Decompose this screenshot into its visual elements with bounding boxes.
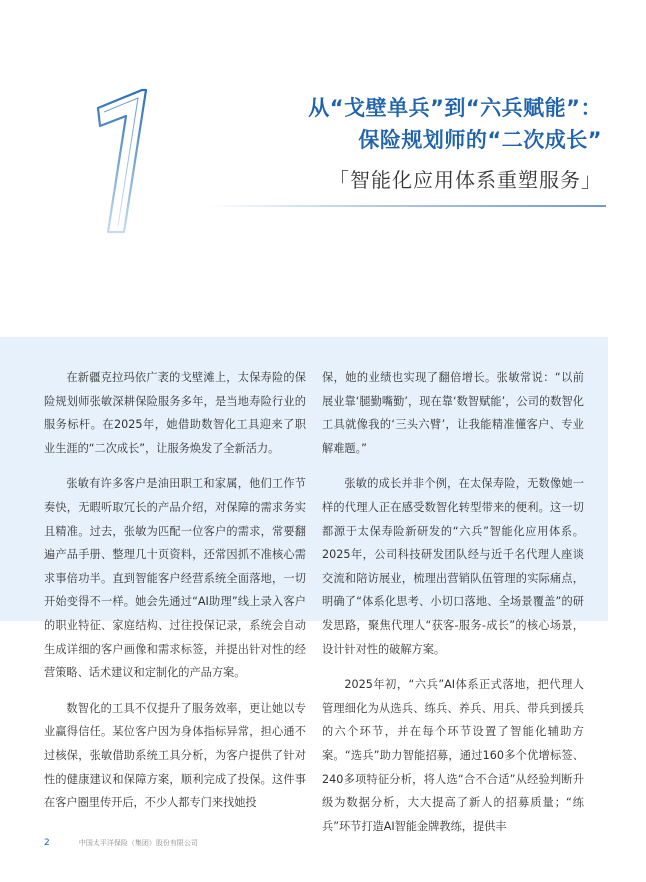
- chapter-title-line-2: 保险规划师的“二次成长”: [358, 128, 602, 152]
- body-paragraph: 在新疆克拉玛依广袤的戈壁滩上，太保寿险的保险规划师张敏深耕保险服务多年，是当地寿险行业的服务标杆。在2025年，她借助数智化工具迎来了职业生涯的“二次成长”，让服务焕发了全新活力。: [44, 371, 306, 455]
- body-paragraph-continuation: 保，她的业绩也实现了翻倍增长。张敏常说：“以前展业靠‘腿勤嘴勤’，现在靠‘数智赋能’，公司的数智化工具就像我的‘三头六臂’，让我能精准懂客户、专业解难题。”: [322, 371, 584, 455]
- left-column: [44, 366, 306, 827]
- chapter-title-block: [308, 92, 602, 194]
- chapter-title-line-1: 从“戈壁单兵”到“六兵赋能”：: [308, 96, 602, 120]
- title-divider: [208, 205, 606, 207]
- body-paragraph: 2025年初，“六兵”AI体系正式落地，把代理人管理细化为从选兵、练兵、养兵、用兵、带兵到援兵的六个环节，并在每个环节设置了智能化辅助方案。“选兵”助力智能招募，通过160多个优增标签、240多项特征分析，将人选“合不合适”从经验判断升级为数据分析，大大提高了新人的招募质量；“练兵”环节打造AI智能金牌教练，提供丰: [322, 678, 584, 833]
- page-number: 2: [44, 838, 50, 848]
- page-footer: [44, 838, 198, 848]
- chapter-subtitle: 「智能化应用体系重塑服务」: [329, 168, 602, 192]
- body-paragraph: 数智化的工具不仅提升了服务效率，更让她以专业赢得信任。某位客户因为身体指标异常，担心通不过核保，张敏借助系统工具分析，为客户提供了针对性的健康建议和保障方案，顺利完成了投保。这件事在客户圈里传开后，不少人都专门来找她投: [44, 701, 306, 810]
- footer-org-name: 中国太平洋保险（集团）股份有限公司: [78, 839, 198, 847]
- right-column: [322, 366, 584, 850]
- body-paragraph: 张敏的成长并非个例，在太保寿险，无数像她一样的代理人正在感受数智化转型带来的便利。这一切都源于太保寿险新研发的“六兵”智能化应用体系。2025年，公司科技研发团队经与近千名代理人座谈交流和陪访展业，梳理出营销队伍管理的实际痛点，明确了“体系化思考、小切口落地、全场景覆盖”的研发思路，聚焦代理人“获客-服务-成长”的核心场景，设计针对性的破解方案。: [322, 477, 584, 656]
- chapter-number-graphic: [84, 86, 164, 236]
- chapter-number: 1: [124, 225, 126, 227]
- body-paragraph: 张敏有许多客户是油田职工和家属，他们工作节奏快，无暇听取冗长的产品介绍，对保障的需求务实且精准。过去，张敏为匹配一位客户的需求，常要翻遍产品手册、整理几十页资料，还常因抓不准核心需求事倍功半。直到智能客户经营系统全面落地，一切开始变得不一样。她会先通过“AI助理”线上录入客户的职业特征、家庭结构、过往投保记录，系统会自动生成详细的客户画像和需求标签，并提出针对性的经营策略、话术建议和定制化的产品方案。: [44, 477, 306, 680]
